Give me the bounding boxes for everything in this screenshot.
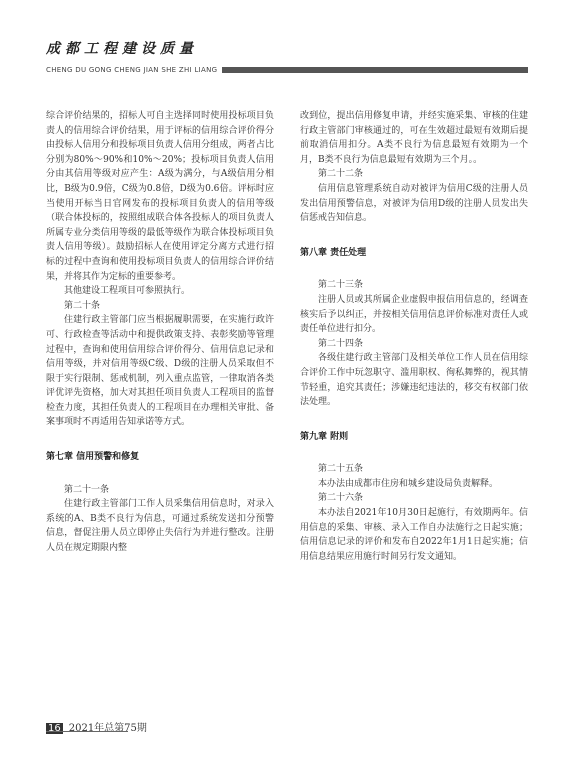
article-title: 第二十四条	[318, 338, 364, 349]
chapter-heading: 第九章 附则	[300, 431, 349, 442]
article-title: 第二十条	[64, 300, 101, 311]
article-title: 第二十三条	[318, 280, 364, 291]
chapter-heading: 第七章 信用预警和修复	[46, 452, 140, 463]
article-body: 住建行政主管部门应当根据履职需要，在实施行政许可、行政检查等活动中和提供政策支持、表彰奖励等管理过程中，查询和使用信用综合评价得分、信用信息记录和信用等级，并对信用等级C级、D级的注册人员采取但不限于实行限制、惩戒机制，列入重点监管，一律取消各类评优评先资格，加大对其担任项目负责人工程项目的监督检查力度，其担任负责人的工程项目在办理相关审批、备案事项时不再适用告知承诺等方式。	[46, 315, 274, 428]
header-rule	[222, 67, 528, 73]
article-body: 住建行政主管部门工作人员采集信用信息时，对录入系统的A、B类不良行为信息，可通过系统发送扣分预警信息，督促注册人员立即停止失信行为并进行整改。注册人员在规定期限内整	[46, 499, 274, 554]
article-title: 第二十六条	[318, 493, 364, 504]
paragraph: 其他建设工程项目可参照执行。	[64, 286, 191, 297]
article-body: 各级住建行政主管部门及相关单位工作人员在信用综合评价工作中玩忽职守、滥用职权、徇私舞弊的，视其情节轻重，追究其责任；涉嫌违纪违法的，移交有权部门依法处理。	[300, 353, 528, 408]
article-body: 注册人员或其所属企业虚假申报信用信息的，经调查核实后予以纠正，并按相关信用信息评价标准对责任人或责任单位进行扣分。	[300, 294, 528, 335]
issue-label: 2021年总第75期	[68, 723, 147, 734]
footer-rule	[46, 731, 128, 732]
page-number: 16	[48, 723, 61, 734]
article-title: 第二十二条	[318, 169, 364, 180]
article-body: 信用信息管理系统自动对被评为信用C级的注册人员发出信用预警信息，对被评为信用D级的注册人员发出失信惩戒告知信息。	[300, 183, 528, 224]
magazine-title: 成都工程建设质量	[46, 41, 198, 57]
right-column	[300, 109, 528, 564]
paragraph: 综合评价结果的，招标人可自主选择同时使用投标项目负责人的信用综合评价结果，用于评标的信用综合评价得分由投标人信用分和投标项目负责人信用分组成，两者占比分别为80%～90%和10%～20%；投标项目负责人信用分由其信用等级对应产生：A级为满分，与A级信用分相比，B级为0.9倍，C级为0.8倍，D级为0.6倍。评标时应当使用开标当日官网发布的投标项目负责人的信用等级（联合体投标的，按照组成联合体各投标人的项目负责人所属专业分类信用等级的最低等级作为联合体投标项目负责人信用等级）。鼓励招标人在使用评定分离方式进行招标的过程中查询和使用投标项目负责人的信用综合评价结果，并将其作为定标的重要参考。	[46, 111, 274, 282]
article-title: 第二十一条	[64, 484, 110, 495]
article-body: 本办法自2021年10月30日起施行，有效期两年。信用信息的采集、审核、录入工作自办法施行之日起实施；信用信息记录的评价和发布自2022年1月1日起实施；信用信息结果应用施行时间另行发文通知。	[300, 508, 528, 562]
article-title: 第二十五条	[318, 464, 364, 475]
article-body: 本办法由成都市住房和城乡建设局负责解释。	[318, 478, 499, 489]
left-column	[46, 109, 274, 556]
chapter-heading: 第八章 责任处理	[300, 247, 367, 258]
masthead	[46, 38, 198, 58]
paragraph: 改到位，提出信用修复申请，并经实施采集、审核的住建行政主管部门审核通过的，可在生效超过最短有效期后提前取消信用扣分。A类不良行为信息最短有效期为一个月，B类不良行为信息最短有效期为三个月。。	[300, 111, 528, 165]
magazine-title-pinyin: CHENG DU GONG CHENG JIAN SHE ZHI LIANG	[46, 66, 218, 74]
